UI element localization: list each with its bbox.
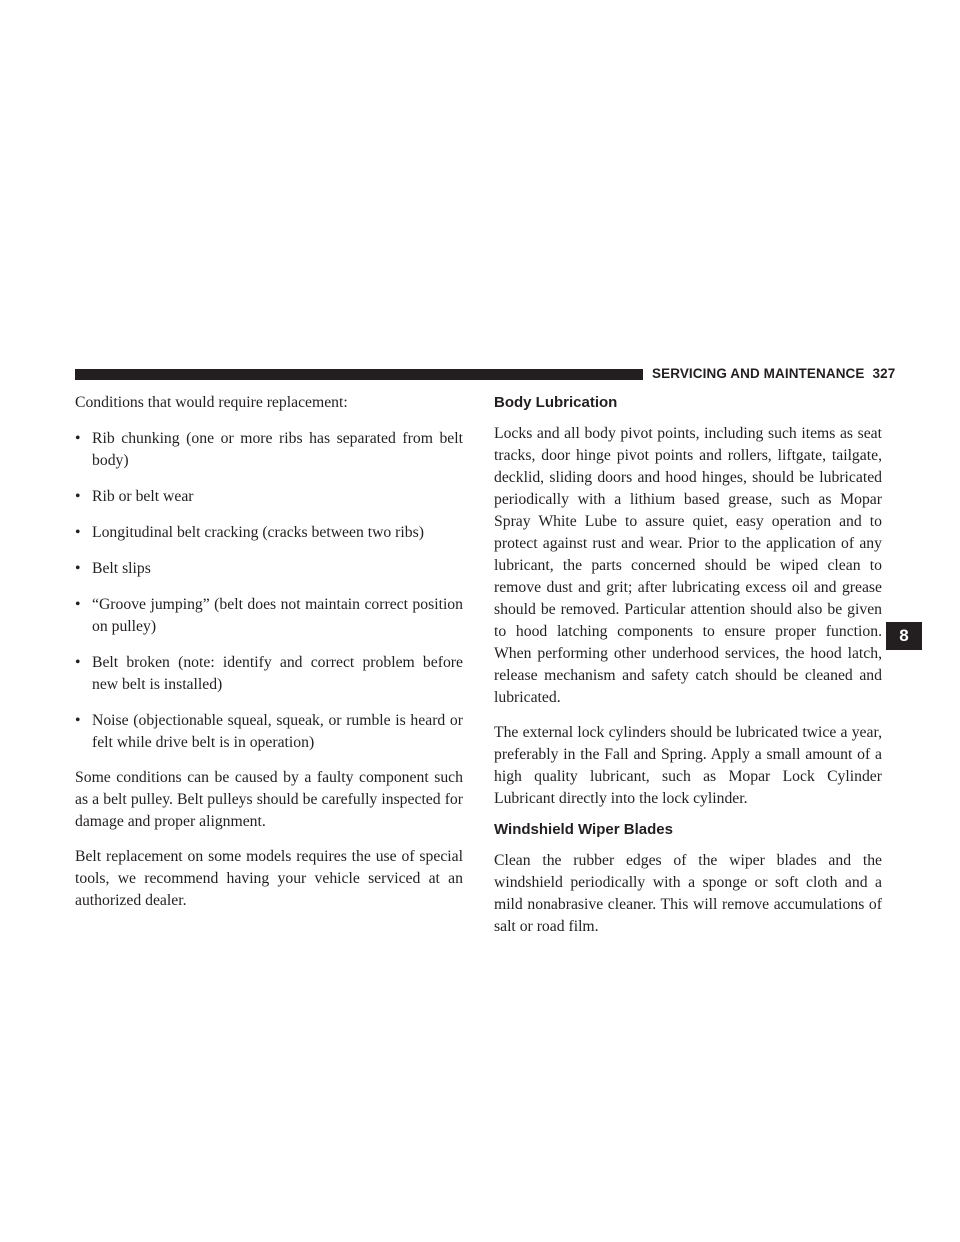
bullet-icon: • — [75, 524, 81, 541]
body-paragraph: Locks and all body pivot points, including such items as seat tracks, door hinge pivot points and rollers, liftgate, tailgate, decklid, sliding doors and hood hinges, should be lubricated periodically with a lithium based grease, such as Mopar Spray White Lube to assure quiet, easy operation and to protect against rust and wear. Prior to the application of any lubricant, the parts concerned should be wiped clean to remove dust and grit; after lubricating excess oil and grease should be removed. Particular attention should also be given to hood latching components to ensure proper function. When performing other underhood services, the hood latch, release mechanism and safety catch should be cleaned and lubricated. — [494, 425, 882, 706]
replacement-conditions-list — [75, 428, 463, 754]
list-item-text: Rib chunking (one or more ribs has separated from belt body) — [92, 430, 463, 469]
list-item — [75, 594, 463, 638]
running-header — [652, 366, 895, 381]
list-item-text: Longitudinal belt cracking (cracks between two ribs) — [92, 524, 424, 541]
list-item — [75, 428, 463, 472]
chapter-tab: 8 — [886, 622, 922, 650]
list-item-text: Belt broken (note: identify and correct problem before new belt is installed) — [92, 654, 463, 693]
page-number: 327 — [872, 366, 896, 381]
section-title: SERVICING AND MAINTENANCE — [652, 366, 865, 381]
bullet-icon: • — [75, 430, 81, 447]
body-paragraph: Clean the rubber edges of the wiper blades and the windshield periodically with a sponge or soft cloth and a mild nonabrasive cleaner. This will remove accumulations of salt or road film. — [494, 852, 882, 935]
bullet-icon: • — [75, 488, 81, 505]
list-item-text: Noise (objectionable squeal, squeak, or rumble is heard or felt while drive belt is in operation) — [92, 712, 463, 751]
section-heading-body-lubrication: Body Lubrication — [494, 394, 618, 411]
section-heading-wiper-blades: Windshield Wiper Blades — [494, 821, 673, 838]
list-item-text: Belt slips — [92, 560, 151, 577]
bullet-icon: • — [75, 596, 81, 613]
bullet-icon: • — [75, 560, 81, 577]
intro-text: Conditions that would require replacement: — [75, 394, 348, 411]
list-item — [75, 486, 463, 508]
list-item-text: “Groove jumping” (belt does not maintain correct position on pulley) — [92, 596, 463, 635]
list-item — [75, 652, 463, 696]
header-rule — [75, 369, 643, 380]
right-column — [494, 392, 882, 938]
bullet-icon: • — [75, 712, 81, 729]
left-column — [75, 392, 463, 912]
body-paragraph: Belt replacement on some models requires the use of special tools, we recommend having your vehicle serviced at an authorized dealer. — [75, 848, 463, 909]
list-item — [75, 522, 463, 544]
list-item — [75, 710, 463, 754]
list-item — [75, 558, 463, 580]
bullet-icon: • — [75, 654, 81, 671]
body-paragraph: Some conditions can be caused by a faulty component such as a belt pulley. Belt pulleys should be carefully inspected for damage and proper alignment. — [75, 769, 463, 830]
list-item-text: Rib or belt wear — [92, 488, 194, 505]
body-paragraph: The external lock cylinders should be lubricated twice a year, preferably in the Fall and Spring. Apply a small amount of a high quality lubricant, such as Mopar Lock Cylinder Lubricant directly into the lock cylinder. — [494, 724, 882, 807]
